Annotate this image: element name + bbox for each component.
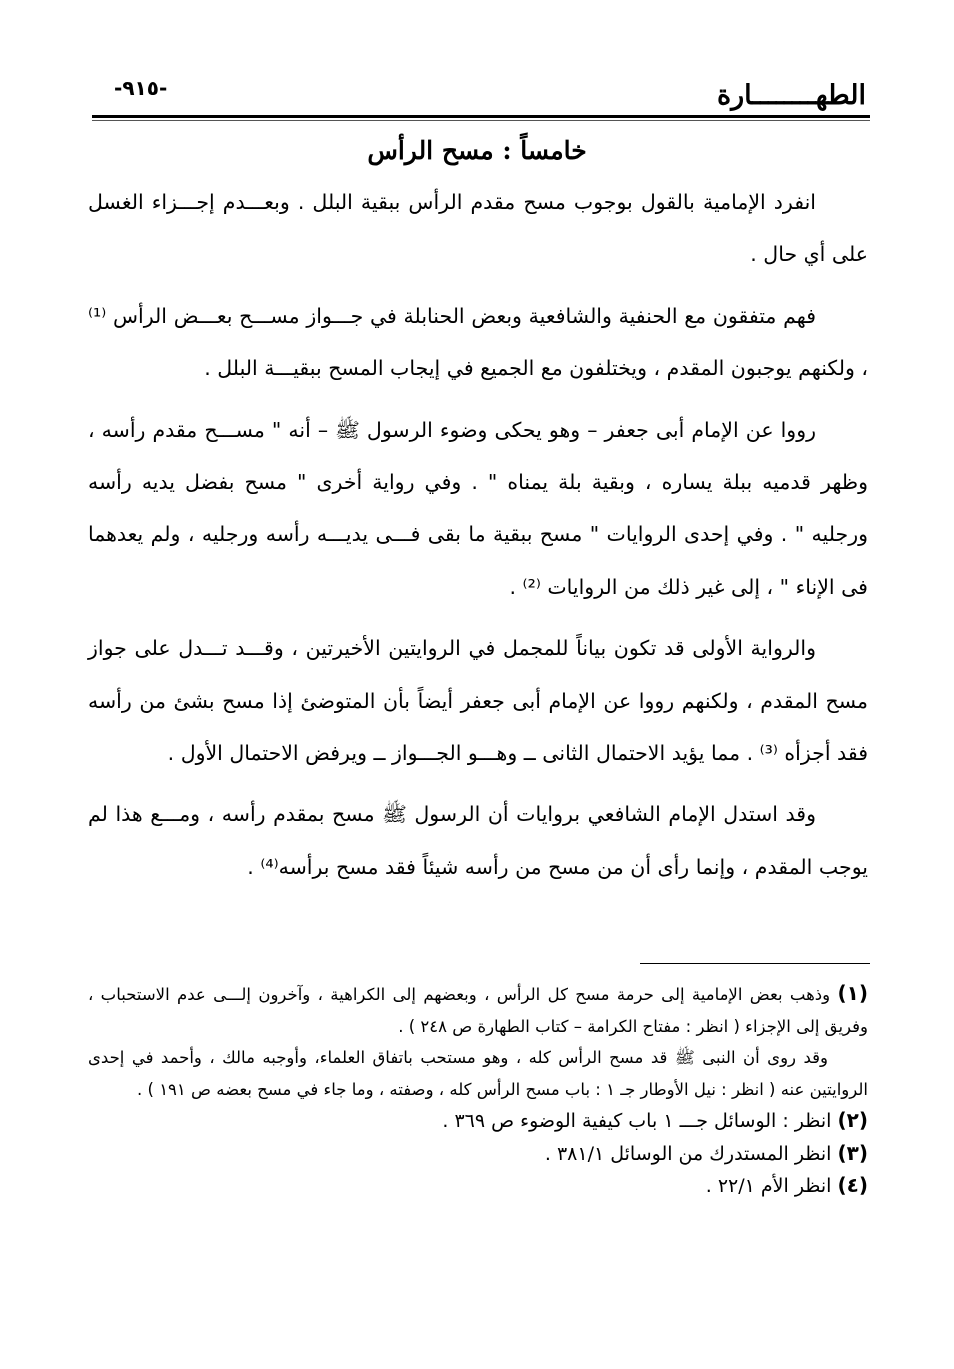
- paragraph: رووا عن الإمام أبى جعفر – وهو يحكى وضوء الرسول ﷺ – أنه " مســـح مقدم رأسه ، وظهر قدميه ببلة يساره ، وبقية بلة يمناه " . وفي رواية أخرى " مسح بفضل يديه رأسه ورجليه " . وفي إحدى الروايات " مسح ببقية ما بقى فـــى يديـــه رأسه ورجليه ، ولم يعدهما فى الإناء " ، إلى غير ذلك من الروايات ⁽²⁾ .: [88, 417, 868, 599]
- footnote-4: [88, 1170, 868, 1203]
- footnote-text: انظر : الوسائل جـــ ١ باب كيفية الوضوء ص ٣٦٩ .: [442, 1110, 832, 1132]
- header-rule: [92, 115, 870, 118]
- paragraph: والرواية الأولى قد تكون بياناً للمجمل في الروايتين الأخيرتين ، وقـــد تـــدل على جواز مسح المقدم ، ولكنهم رووا عن الإمام أبى جعفر أيضاً بأن المتوضئ إذا مسح بشئ من رأسه فقد أجزأه ⁽³⁾ . مما يؤيد الاحتمال الثانى ــ وهـــو الجـــواز ــ ويرفض الاحتمال الأول .: [88, 636, 868, 766]
- footnote-text: انظر المستدرك من الوسائل ٣٨١/١ .: [544, 1142, 832, 1165]
- paragraph: انفرد الإمامية بالقول بوجوب مسح مقدم الرأس ببقية البلل . وبعـــدم إجـــزاء الغسل على أي حال .: [88, 190, 868, 267]
- footnote-text: وذهب بعض الإمامية إلى حرمة مسح كل الرأس ، وبعضهم إلى الكراهية ، وآخرون إلـــى عدم الاستحباب ، وفريق إلى الإجزاء ( انظر : مفتاح الكرامة – كتاب الطهارة ص ٢٤٨ ) .: [88, 985, 868, 1036]
- paragraph: وقد استدل الإمام الشافعي بروايات أن الرسول ﷺ مسح بمقدم رأسه ، ومـــع هذا لم يوجب المقدم ، وإنما رأى أن من مسح من رأسه شيئاً فقد مسح برأسه⁽⁴⁾ .: [88, 802, 868, 879]
- section-heading: خامساً : مسح الرأس: [367, 136, 587, 165]
- footnote-number: (١): [837, 981, 868, 1005]
- header-rule-thin: [92, 120, 870, 121]
- footnote-3: [88, 1138, 868, 1171]
- footnote-number: (٤): [837, 1173, 868, 1197]
- paragraph: فهم متفقون مع الحنفية والشافعية وبعض الحنابلة في جـــواز مســـح بعـــض الرأس ⁽¹⁾ ، ولكنهم يوجبون المقدم ، ويختلفون مع الجميع في إيجاب المسح ببقيـــة البلل .: [88, 303, 868, 381]
- running-header-title: الطهــــــــارة: [716, 80, 866, 111]
- footnote-1: [88, 978, 868, 1042]
- page-number: -٩١٥-: [114, 76, 168, 100]
- footnote-1-continuation: وقد روى أن النبى ﷺ قد مسح الرأس كله ، وهو مستحب باتفاق العلماء، وأوجبه مالك ، وأحمد في إحدى الروايتين عنه ( انظر : نيل الأوطار جـ ١ : باب مسح الرأس كله ، وصفته ، وما جاء في مسح بعضه ص ١٩١ ) .: [88, 1048, 868, 1099]
- footnote-separator: [640, 963, 870, 964]
- footnotes: [88, 978, 868, 1203]
- main-text: [88, 176, 868, 902]
- footnote-2: [88, 1105, 868, 1138]
- footnote-number: (٣): [837, 1140, 868, 1165]
- footnote-number: (٢): [837, 1108, 868, 1132]
- footnote-text: انظر الأم ٢٢/١ .: [705, 1175, 832, 1197]
